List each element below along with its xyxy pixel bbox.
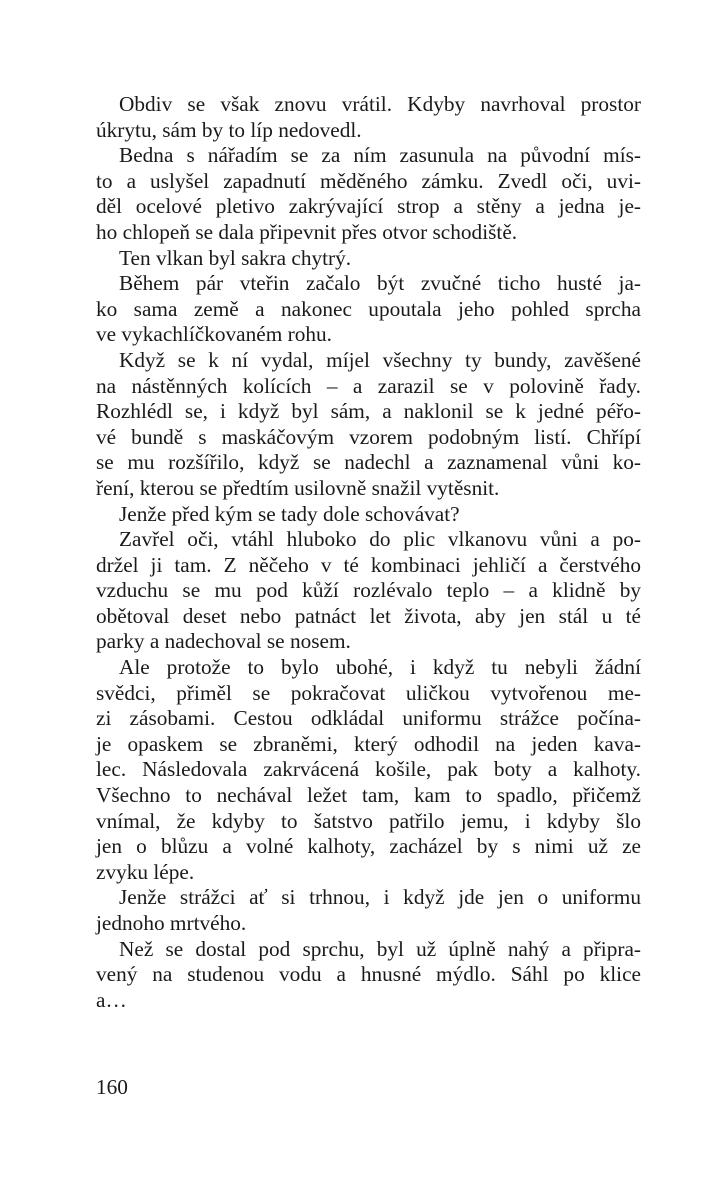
paragraph xyxy=(96,527,641,655)
paragraph xyxy=(96,937,641,1014)
page-number: 160 xyxy=(96,1075,128,1099)
text-line: ve vykachlíčkovaném rohu. xyxy=(96,322,332,347)
paragraph xyxy=(96,885,641,936)
text-line: Jenže před kým se tady dole schovávat? xyxy=(119,501,460,526)
paragraph xyxy=(96,271,641,348)
paragraph xyxy=(96,246,641,272)
text-line: lec. Následovala zakrvácená košile, pak boty a kalhoty. xyxy=(96,757,641,782)
text-line: zi zásobami. Cestou odkládal uniformu strážce počína- xyxy=(96,706,641,731)
text-line: vzduchu se mu pod kůží rozlévalo teplo – a klidně by xyxy=(96,578,641,603)
text-line: svědci, přiměl se pokračovat uličkou vytvořenou me- xyxy=(96,680,641,705)
text-line: ho chlopeň se dala připevnit přes otvor schodiště. xyxy=(96,219,518,244)
text-line: Zavřel oči, vtáhl hluboko do plic vlkanovu vůni a po- xyxy=(119,527,641,552)
paragraph xyxy=(96,92,641,143)
text-line: Během pár vteřin začalo být zvučné ticho husté ja- xyxy=(119,271,641,296)
text-line: Obdiv se však znovu vrátil. Kdyby navrhoval prostor xyxy=(119,92,641,116)
page-body xyxy=(96,92,641,1013)
text-line: vnímal, že kdyby to šatstvo patřilo jemu, i kdyby šlo xyxy=(96,808,641,833)
text-line: jen o blůzu a volné kalhoty, zacházel by s nimi už ze xyxy=(96,834,641,859)
text-line: ření, kterou se předtím usilovně snažil vytěsnit. xyxy=(96,475,500,500)
text-line: Jenže strážci ať si trhnou, i když jde jen o uniformu xyxy=(119,885,641,910)
text-line: Bedna s nářadím se za ním zasunula na původní mís- xyxy=(119,143,641,168)
text-line: jednoho mrtvého. xyxy=(96,911,247,935)
text-line: obětoval deset nebo patnáct let života, aby jen stál u té xyxy=(96,603,641,628)
text-line: parky a nadechoval se nosem. xyxy=(96,629,351,654)
text-line: Ale protože to bylo ubohé, i když tu nebyli žádní xyxy=(119,655,641,680)
text-line: na nástěnných kolících – a zarazil se v polovině řady. xyxy=(96,373,641,398)
paragraph xyxy=(96,348,641,502)
text-line: držel ji tam. Z něčeho v té kombinaci jehličí a čerstvého xyxy=(96,552,641,577)
text-line: úkrytu, sám by to líp nedovedl. xyxy=(96,117,362,142)
text-line: a… xyxy=(96,987,127,1012)
text-line: Rozhlédl se, i když byl sám, a naklonil se k jedné péřo- xyxy=(96,399,641,424)
text-line: Ten vlkan byl sakra chytrý. xyxy=(119,245,352,270)
text-line: to a uslyšel zapadnutí měděného zámku. Zvedl oči, uvi- xyxy=(96,168,641,193)
paragraph xyxy=(96,143,641,245)
text-line: děl ocelové pletivo zakrývající strop a stěny a jedna je- xyxy=(96,194,641,219)
text-line: Když se k ní vydal, míjel všechny ty bundy, zavěšené xyxy=(119,347,641,372)
text-line: je opaskem se zbraněmi, který odhodil na jeden kava- xyxy=(96,731,641,756)
text-line: ko sama země a nakonec upoutala jeho pohled sprcha xyxy=(96,296,641,321)
paragraph xyxy=(96,502,641,528)
text-line: vé bundě s maskáčovým vzorem podobným listí. Chřípí xyxy=(96,424,641,449)
text-line: Všechno to nechával ležet tam, kam to spadlo, přičemž xyxy=(96,783,641,808)
text-line: se mu rozšířilo, když se nadechl a zaznamenal vůni ko- xyxy=(96,450,641,475)
paragraph xyxy=(96,655,641,885)
text-line: zvyku lépe. xyxy=(96,859,195,884)
text-line: vený na studenou vodu a hnusné mýdlo. Sáhl po klice xyxy=(96,962,641,987)
text-line: Než se dostal pod sprchu, byl už úplně nahý a připra- xyxy=(119,936,641,961)
